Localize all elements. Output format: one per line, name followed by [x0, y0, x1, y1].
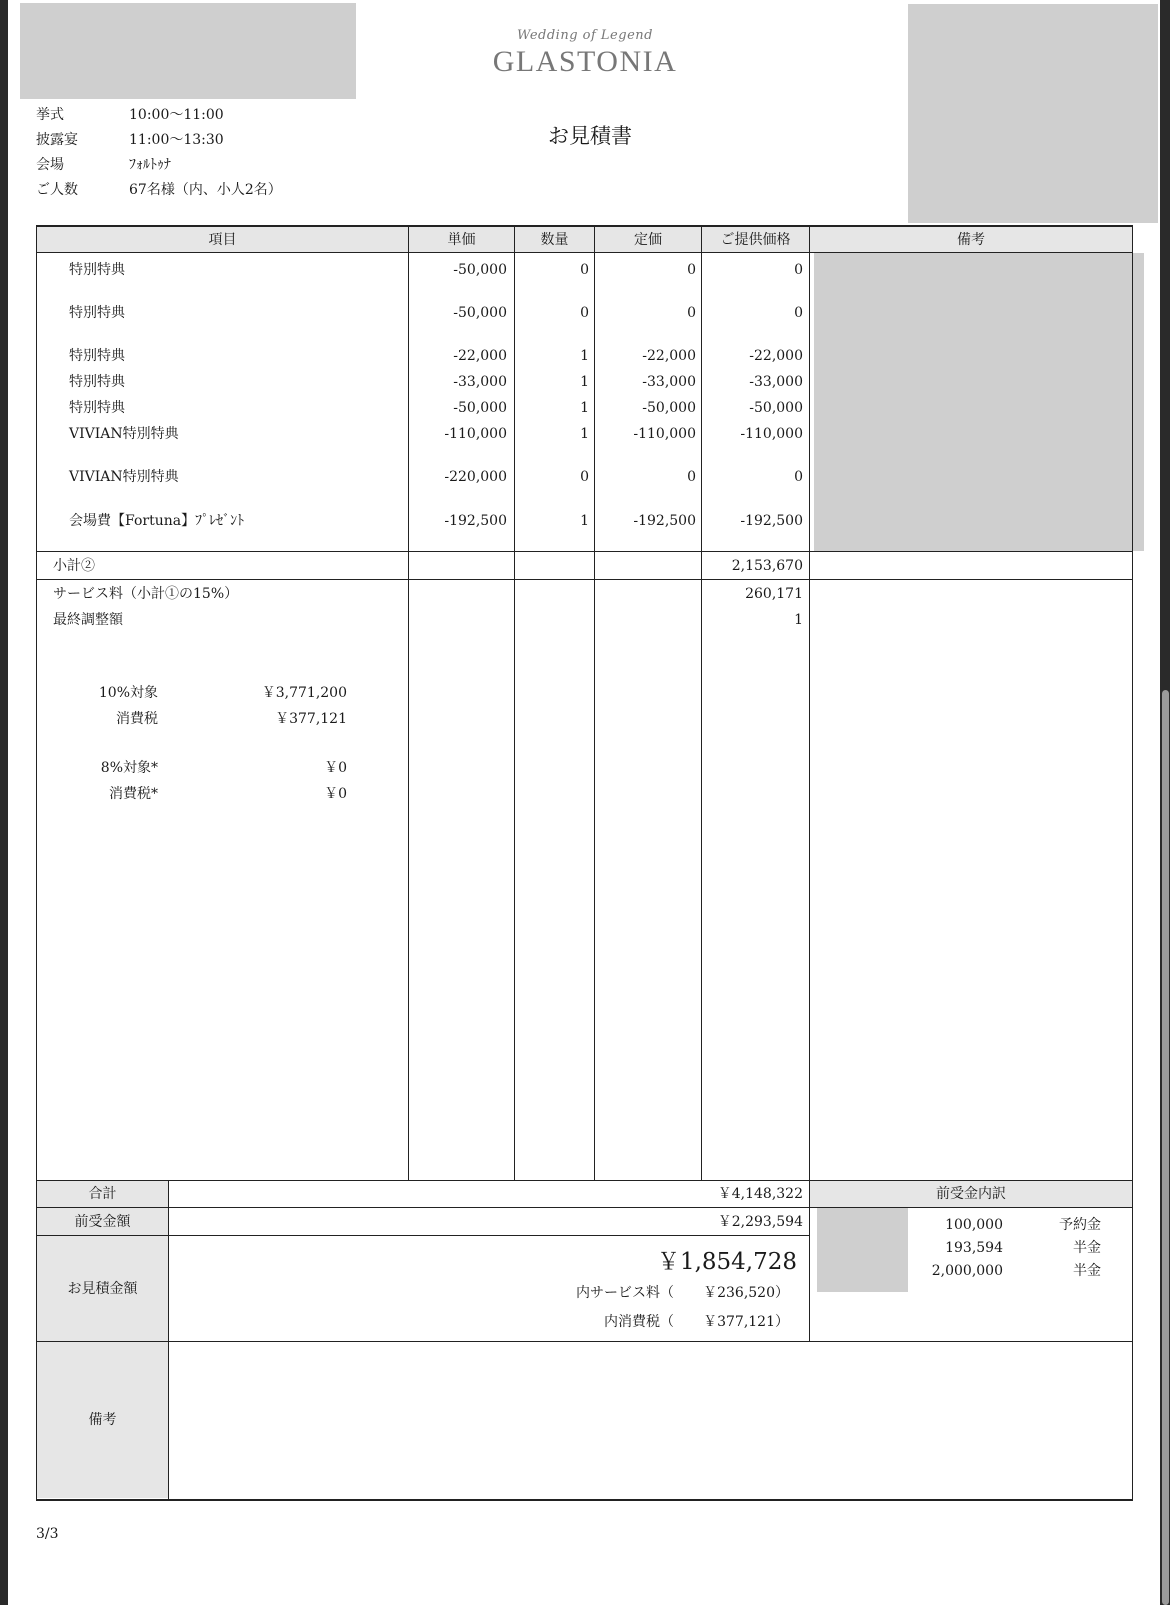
table-rule: [514, 225, 515, 1180]
incl-tax-label: 内消費税（: [604, 1314, 674, 1330]
item-list-price: 0: [687, 469, 696, 485]
info-value: 11:00～13:30: [129, 131, 224, 148]
document-title: お見積書: [548, 124, 632, 148]
table-rule: [701, 225, 702, 1180]
item-name: 会場費【Fortuna】ﾌﾟﾚｾﾞﾝﾄ: [69, 513, 245, 529]
final-adjust-value: 1: [794, 612, 803, 628]
event-info: [36, 101, 282, 201]
item-name: VIVIAN特別特典: [69, 469, 179, 485]
item-name: 特別特典: [69, 348, 125, 364]
subtotal-label: 小計②: [53, 558, 95, 574]
item-name: 特別特典: [69, 374, 125, 390]
item-list-price: -110,000: [633, 426, 696, 442]
item-quantity: 1: [580, 513, 589, 529]
item-unit-price: -192,500: [444, 513, 507, 529]
col-header-list-price: 定価: [634, 232, 662, 248]
tax-label: 8%対象*: [100, 760, 158, 776]
item-unit-price: -33,000: [453, 374, 507, 390]
tax-value: ￥0: [324, 786, 347, 802]
table-rule: [36, 1499, 1133, 1501]
item-unit-price: -22,000: [453, 348, 507, 364]
table-rule: [594, 225, 595, 1180]
item-list-price: -22,000: [642, 348, 696, 364]
table-rule: [809, 225, 810, 1342]
prepayment-type: 半金: [1073, 1263, 1101, 1279]
table-rule: [36, 225, 1133, 227]
info-label: 披露宴: [36, 131, 78, 148]
redacted-block-top-left: [20, 3, 356, 99]
item-name: VIVIAN特別特典: [69, 426, 179, 442]
table-rule: [1132, 225, 1133, 1500]
item-unit-price: -50,000: [453, 262, 507, 278]
logo-tagline: Wedding of Legend: [517, 28, 653, 43]
total-label: 合計: [88, 1186, 117, 1202]
item-quantity: 0: [580, 262, 589, 278]
service-fee-value: 260,171: [745, 586, 803, 602]
info-row-reception: [36, 126, 282, 151]
info-value: 67名様（内、小人2名）: [129, 181, 282, 198]
prepayment-amount: 193,594: [945, 1240, 1003, 1256]
tax-label: 10%対象: [98, 685, 158, 701]
table-rule: [408, 225, 409, 1180]
table-rule: [36, 1235, 810, 1236]
prepaid-label: 前受金額: [74, 1214, 131, 1230]
estimate-label: お見積金額: [67, 1281, 138, 1297]
estimate-amount: ￥1,854,728: [656, 1249, 797, 1275]
venue-logo: [470, 28, 700, 79]
item-list-price: 0: [687, 262, 696, 278]
redacted-block-remarks: [814, 253, 1144, 551]
item-quantity: 1: [580, 400, 589, 416]
remarks-label: 備考: [88, 1412, 117, 1428]
table-rule: [36, 1207, 810, 1208]
item-quantity: 1: [580, 426, 589, 442]
item-unit-price: -50,000: [453, 400, 507, 416]
subtotal-value: 2,153,670: [731, 558, 803, 574]
table-rule: [36, 579, 1133, 580]
tax-value: ￥3,771,200: [261, 685, 347, 701]
info-label: 挙式: [36, 106, 64, 123]
info-value: 10:00～11:00: [129, 106, 224, 123]
tax-value: ￥0: [324, 760, 347, 776]
info-row-venue: [36, 151, 282, 176]
table-rule: [36, 551, 1133, 552]
table-rule: [36, 1180, 1133, 1181]
tax-label: 消費税: [116, 711, 158, 727]
redacted-block-prepay: [817, 1201, 908, 1292]
item-offer-price: -50,000: [749, 400, 803, 416]
redacted-block-top-right: [908, 4, 1158, 223]
prepayment-amount: 2,000,000: [931, 1263, 1003, 1279]
tax-value: ￥377,121: [275, 711, 347, 727]
item-list-price: 0: [687, 305, 696, 321]
total-value: ￥4,148,322: [717, 1186, 803, 1202]
incl-service-value: ￥236,520）: [703, 1285, 789, 1301]
item-name: 特別特典: [69, 262, 125, 278]
final-adjust-label: 最終調整額: [53, 612, 123, 628]
item-quantity: 1: [580, 374, 589, 390]
item-offer-price: -33,000: [749, 374, 803, 390]
prepaid-value: ￥2,293,594: [717, 1214, 803, 1230]
col-header-quantity: 数量: [540, 232, 569, 248]
item-unit-price: -220,000: [444, 469, 507, 485]
item-quantity: 1: [580, 348, 589, 364]
col-header-remarks: 備考: [957, 232, 985, 248]
table-rule: [36, 225, 37, 1500]
window-edge-left: [0, 0, 8, 1605]
item-quantity: 0: [580, 469, 589, 485]
prepayment-title: 前受金内訳: [936, 1186, 1006, 1202]
incl-service-label: 内サービス料（: [576, 1285, 674, 1301]
col-header-unit-price: 単価: [447, 232, 476, 248]
item-offer-price: 0: [794, 305, 803, 321]
item-offer-price: -192,500: [740, 513, 803, 529]
item-unit-price: -50,000: [453, 305, 507, 321]
info-row-ceremony: [36, 101, 282, 126]
logo-name: GLASTONIA: [492, 45, 678, 78]
tax-label: 消費税*: [109, 786, 158, 802]
col-header-offer-price: ご提供価格: [720, 232, 791, 248]
prepayment-type: 予約金: [1059, 1217, 1101, 1233]
item-list-price: -33,000: [642, 374, 696, 390]
info-value: ﾌｫﾙﾄｩﾅ: [129, 156, 171, 173]
table-rule: [809, 1207, 1133, 1208]
item-offer-price: 0: [794, 469, 803, 485]
incl-tax-value: ￥377,121）: [703, 1314, 789, 1330]
item-unit-price: -110,000: [444, 426, 507, 442]
item-quantity: 0: [580, 305, 589, 321]
col-header-item: 項目: [208, 232, 237, 248]
item-offer-price: -22,000: [749, 348, 803, 364]
table-rule: [168, 1180, 169, 1500]
item-name: 特別特典: [69, 305, 125, 321]
item-name: 特別特典: [69, 400, 125, 416]
info-label: 会場: [36, 156, 64, 173]
service-fee-label: サービス料（小計①の15%）: [53, 586, 239, 602]
item-offer-price: 0: [794, 262, 803, 278]
table-rule: [36, 1341, 1133, 1342]
prepayment-type: 半金: [1073, 1240, 1101, 1256]
prepayment-amount: 100,000: [945, 1217, 1003, 1233]
item-list-price: -192,500: [633, 513, 696, 529]
info-row-guests: [36, 176, 282, 201]
item-list-price: -50,000: [642, 400, 696, 416]
scrollbar-thumb[interactable]: [1162, 690, 1169, 1605]
table-rule: [36, 252, 1133, 253]
info-label: ご人数: [36, 181, 78, 198]
page-number: 3/3: [36, 1526, 59, 1542]
item-offer-price: -110,000: [740, 426, 803, 442]
